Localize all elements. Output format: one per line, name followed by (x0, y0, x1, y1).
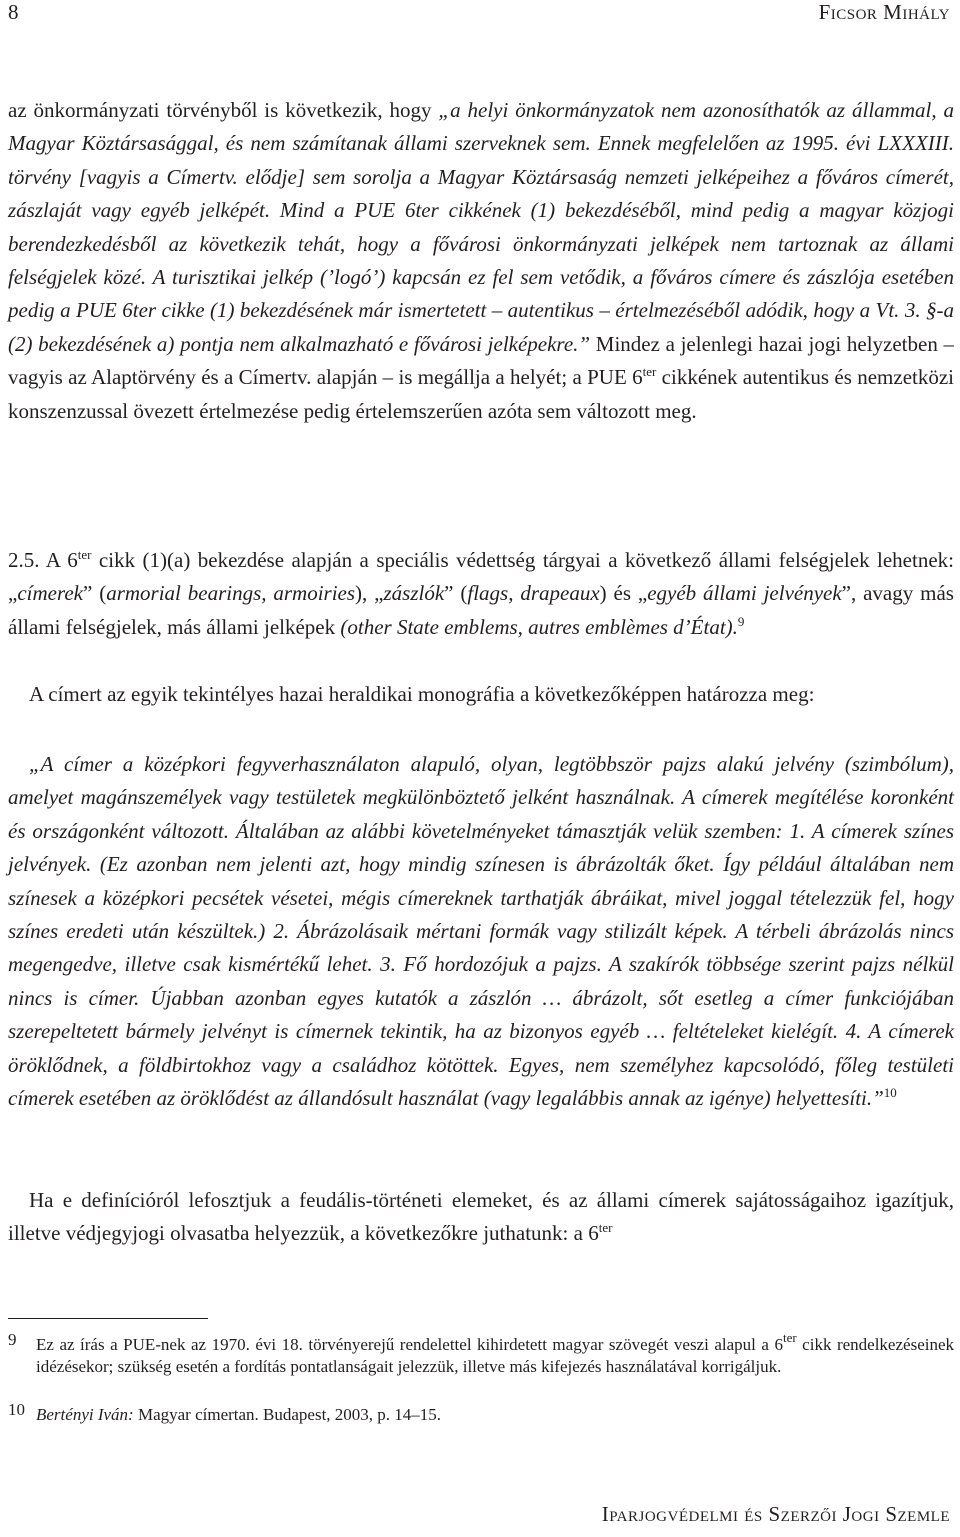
italic-term: flags, drapeaux (467, 581, 600, 606)
journal-footer: Iparjogvédelmi és Szerzői Jogi Szemle (601, 1502, 950, 1526)
paragraph-conclusion (8, 1184, 954, 1251)
footnote-ref: 9 (737, 613, 745, 629)
superscript: ter (642, 364, 657, 380)
footnote-ref: 10 (883, 1085, 897, 1101)
text-run: Magyar címertan. Budapest, 2003, p. 14–15. (133, 1405, 442, 1424)
page-number: 8 (8, 0, 19, 24)
text-run: ), „ (355, 581, 384, 606)
italic-term: zászlók (383, 581, 445, 606)
footnote-9 (36, 1330, 955, 1377)
text-run: cikkének autentikus és nemzetközi konszenzussal övezett értelmezése pedig értelemszerűen azóta sem változott meg. (8, 365, 954, 423)
text-run: ) és „ (599, 581, 648, 606)
footnote-divider (8, 1318, 208, 1319)
text-run: Ha e definícióról lefosztjuk a feudális-történeti elemeket, és az állami címerek sajátosságaihoz igazítjuk, illetve védjegyjogi olvasatba helyezzük, a következőkre juthatunk: a 6 (8, 1188, 954, 1246)
paragraph-definition-intro: A címert az egyik tekintélyes hazai heraldikai monográfia a következőképpen határozza meg: (29, 682, 815, 706)
superscript: ter (77, 547, 92, 562)
text-run: Ez az írás a PUE-nek az 1970. évi 18. törvényerejű rendelettel kihirdetett magyar szövegét veszi alapul a 6 (36, 1335, 783, 1354)
superscript: ter (782, 1330, 797, 1345)
block-quote (8, 748, 954, 1115)
footnote-10 (36, 1404, 954, 1426)
text-run: ” ( (83, 581, 107, 606)
italic-term: (other State emblems, autres emblèmes d’État). (340, 614, 738, 639)
italic-term: egyéb állami jelvények (647, 581, 842, 606)
italic-term: armorial bearings, armoiries (106, 581, 356, 606)
running-head: Ficsor Mihály (818, 0, 950, 24)
footnote-number: 9 (8, 1330, 17, 1349)
text-run: ” ( (444, 581, 468, 606)
text-run: cikk rendelkezéseinek idézésekor; szükség esetén a fordítás pontatlanságait jelezzük, illetve más kifejezés használatával korrigáljuk. (36, 1335, 955, 1376)
paragraph-quote-conclusion (8, 94, 954, 428)
text-run: 2.5. A 6 (8, 548, 78, 572)
text-run: cikk (1)(a) bekezdése alapján a speciális védettség tárgyai a következő állami felségjelek lehetnek: „ (8, 548, 954, 606)
footnote-number: 10 (8, 1400, 25, 1419)
text-run: Mindez a jelenlegi hazai jogi helyzetben – vagyis az Alaptörvény és a Címertv. alapján – is megállja a helyét; a PUE 6 (8, 331, 955, 390)
paragraph-section-2-5 (8, 544, 954, 644)
italic-quote: „a helyi önkormányzatok nem azonosíthatók az állammal, a Magyar Köztársasággal, és nem számítanak állami szerveknek sem. Ennek megfelelően az 1995. évi LXXXIII. törvény [vagyis a Címertv. elődje] sem sorolja a Magyar Köztársaság nemzeti jelképeihez a főváros címerét, zászlaját vagy egyéb jelképét. Mind a PUE 6ter cikkének (1) bekezdéséből, mind pedig a magyar közjogi berendezkedésből az következik tehát, hogy a fővárosi önkormányzati jelképek nem tartoznak az állami felségjelek közé. A turisztikai jelkép (’logó’) kapcsán ez fel sem vetődik, a főváros címere és zászlója esetében pedig a PUE 6ter cikke (1) bekezdésének már ismertetett – autentikus – értelmezéséből adódik, hogy a Vt. 3. §-a (2) bekezdésének a) pontja nem alkalmazható e fővárosi jelképekre.” (8, 98, 954, 356)
footnote-author: Bertényi Iván: (36, 1405, 134, 1424)
italic-quote: „A címer a középkori fegyverhasználaton alapuló, olyan, legtöbbször pajzs alakú jelvény (szimbólum), amelyet magánszemélyek vagy testületek megkülönböztető jelként használnak. A címerek megítélése koronként és országonként változott. Általában az alábbi követelményeket támasztják velük szemben: 1. A címerek színes jelvények. (Ez azonban nem jelenti azt, hogy mindig színesen is ábrázolták őket. Így például általában nem színesek a középkori pecsétek vésetei, mégis címereknek tarthatják ábráikat, mivel joggal tételezzük fel, hogy színes eredeti után készültek.) 2. Ábrázolásaik mértani formák vagy stilizált képek. A térbeli ábrázolás nincs megengedve, illetve csak kismértékű lehet. 3. Fő hordozójuk a pajzs. A szakírók többsége szerint pajzs nélkül nincs is címer. Újabban azonban egyes kutatók a zászlón … ábrázolt, sőt esetleg a címer funkciójában szerepeltetett bármely jelvényt is címernek tekintik, ha az bizonyos egyéb … feltételeket kielégít. 4. A címerek öröklődnek, a földbirtokhoz vagy a családhoz kötöttek. Egyes, nem személyhez kapcsolódó, főleg testületi címerek esetében az öröklődést az állandósult használat (vagy legalábbis annak az igénye) helyettesíti.” (8, 752, 954, 1111)
text-run: ”, avagy más állami felségjelek, más állami jelképek (8, 581, 954, 639)
superscript: ter (598, 1220, 613, 1236)
text-run: az önkormányzati törvényből is következik, hogy (8, 98, 439, 122)
italic-term: címerek (17, 581, 84, 606)
